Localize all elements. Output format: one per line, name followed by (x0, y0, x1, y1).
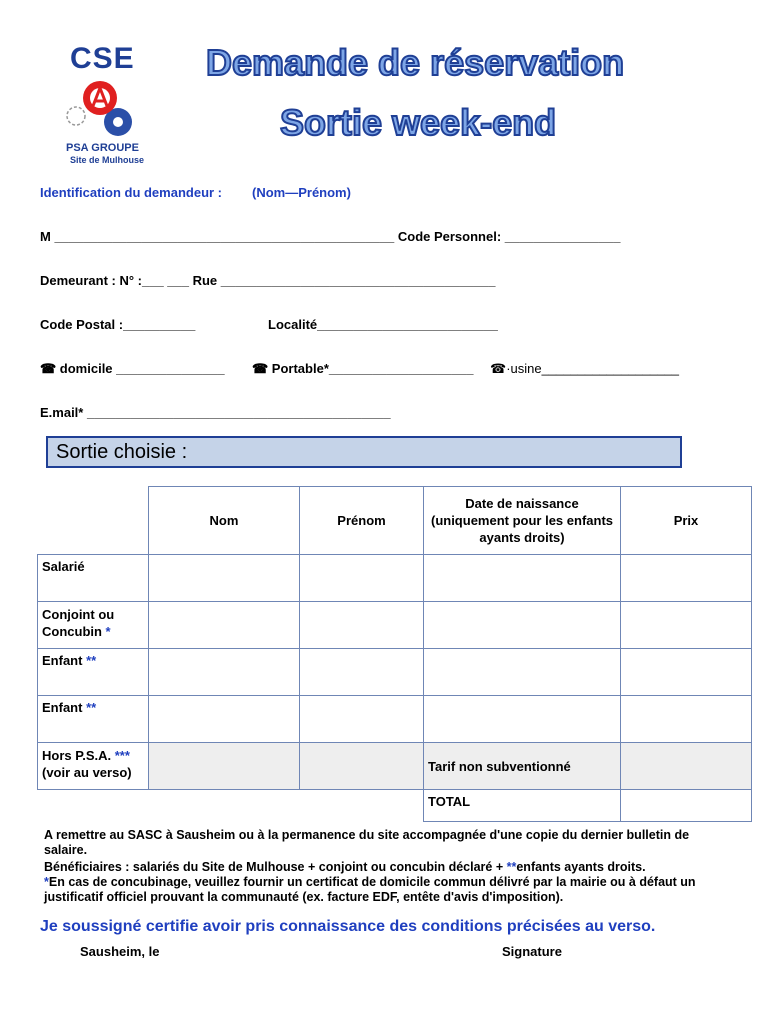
cell-date[interactable] (424, 649, 621, 696)
total-label: TOTAL (424, 790, 621, 822)
row-label: Enfant ** (38, 649, 149, 696)
cell-date[interactable] (424, 555, 621, 602)
table-corner (38, 487, 149, 555)
table-row (38, 602, 752, 649)
locality-field[interactable]: Localité_________________________ (268, 317, 498, 332)
sortie-choice-box[interactable] (46, 436, 682, 468)
signature-label: Signature (502, 944, 562, 959)
table-row (38, 743, 752, 790)
phone-work-field[interactable]: ☎·usine___________________ (490, 361, 679, 376)
address-line[interactable]: Demeurant : N° :___ ___ Rue ______________________________________ (40, 273, 496, 288)
empty-cell (149, 790, 300, 822)
cell-prix[interactable] (621, 743, 752, 790)
page-title-line1: Demande de réservation (206, 42, 625, 83)
cell-nom[interactable] (149, 602, 300, 649)
empty-cell (300, 790, 424, 822)
row-label: Conjoint ou Concubin * (38, 602, 149, 649)
participants-table (37, 486, 752, 822)
header-prix: Prix (621, 487, 752, 555)
table-row (38, 555, 752, 602)
cell-prix[interactable] (621, 555, 752, 602)
row-label: Hors P.S.A. *** (voir au verso) (38, 743, 149, 790)
cell-nom (149, 743, 300, 790)
ident-heading: Identification du demandeur : (40, 185, 223, 200)
header-nom: Nom (149, 487, 300, 555)
tarif-label: Tarif non subventionné (424, 743, 621, 790)
cell-prenom[interactable] (300, 602, 424, 649)
ident-heading-hint: (Nom—Prénom) (252, 185, 351, 200)
table-row (38, 696, 752, 743)
page-title-line2: Sortie week-end (280, 102, 557, 143)
header-date-naissance: Date de naissance (uniquement pour les enfants ayants droits) (424, 487, 621, 555)
note-remettre: A remettre au SASC à Sausheim ou à la permanence du site accompagnée d'une copie du dernier bulletin de salaire. (44, 828, 690, 857)
certification-statement: Je soussigné certifie avoir pris connaissance des conditions précisées au verso. (40, 918, 656, 935)
email-field[interactable]: E.mail* __________________________________________ (40, 405, 391, 420)
cell-date[interactable] (424, 602, 621, 649)
logo-group-text: PSA GROUPE (66, 142, 139, 154)
cell-nom[interactable] (149, 649, 300, 696)
cell-prenom (300, 743, 424, 790)
logo-cse-text: CSE (70, 42, 135, 75)
name-code-line[interactable]: M _______________________________________________ Code Personnel: ________________ (40, 229, 621, 244)
gear-logo-icon (62, 76, 142, 147)
cell-nom[interactable] (149, 555, 300, 602)
cell-prix[interactable] (621, 602, 752, 649)
header-prenom: Prénom (300, 487, 424, 555)
cell-prenom[interactable] (300, 696, 424, 743)
cell-prenom[interactable] (300, 649, 424, 696)
phone-home-field[interactable]: ☎ domicile _______________ (40, 361, 225, 376)
phone-mobile-field[interactable]: ☎ Portable*____________________ (252, 361, 474, 376)
postal-code-field[interactable]: Code Postal :__________ (40, 317, 196, 332)
logo-site-text: Site de Mulhouse (70, 155, 145, 165)
note-concubinage: *En cas de concubinage, veuillez fournir un certificat de domicile commun délivré par la mairie ou à défaut un justificatif officiel prouvant la communauté (ex. facture EDF, entête d'avis d'imposition). (44, 875, 696, 904)
total-value-cell[interactable] (621, 790, 752, 822)
cell-prix[interactable] (621, 696, 752, 743)
place-date-label: Sausheim, le (80, 944, 160, 959)
table-row (38, 649, 752, 696)
row-label: Enfant ** (38, 696, 149, 743)
sortie-choice-label: Sortie choisie : (56, 441, 188, 463)
note-beneficiaires: Bénéficiaires : salariés du Site de Mulhouse + conjoint ou concubin déclaré + **enfants ayants droits. (44, 860, 646, 874)
cell-prenom[interactable] (300, 555, 424, 602)
row-label: Salarié (38, 555, 149, 602)
cell-nom[interactable] (149, 696, 300, 743)
cell-date[interactable] (424, 696, 621, 743)
empty-cell (38, 790, 149, 822)
cell-prix[interactable] (621, 649, 752, 696)
